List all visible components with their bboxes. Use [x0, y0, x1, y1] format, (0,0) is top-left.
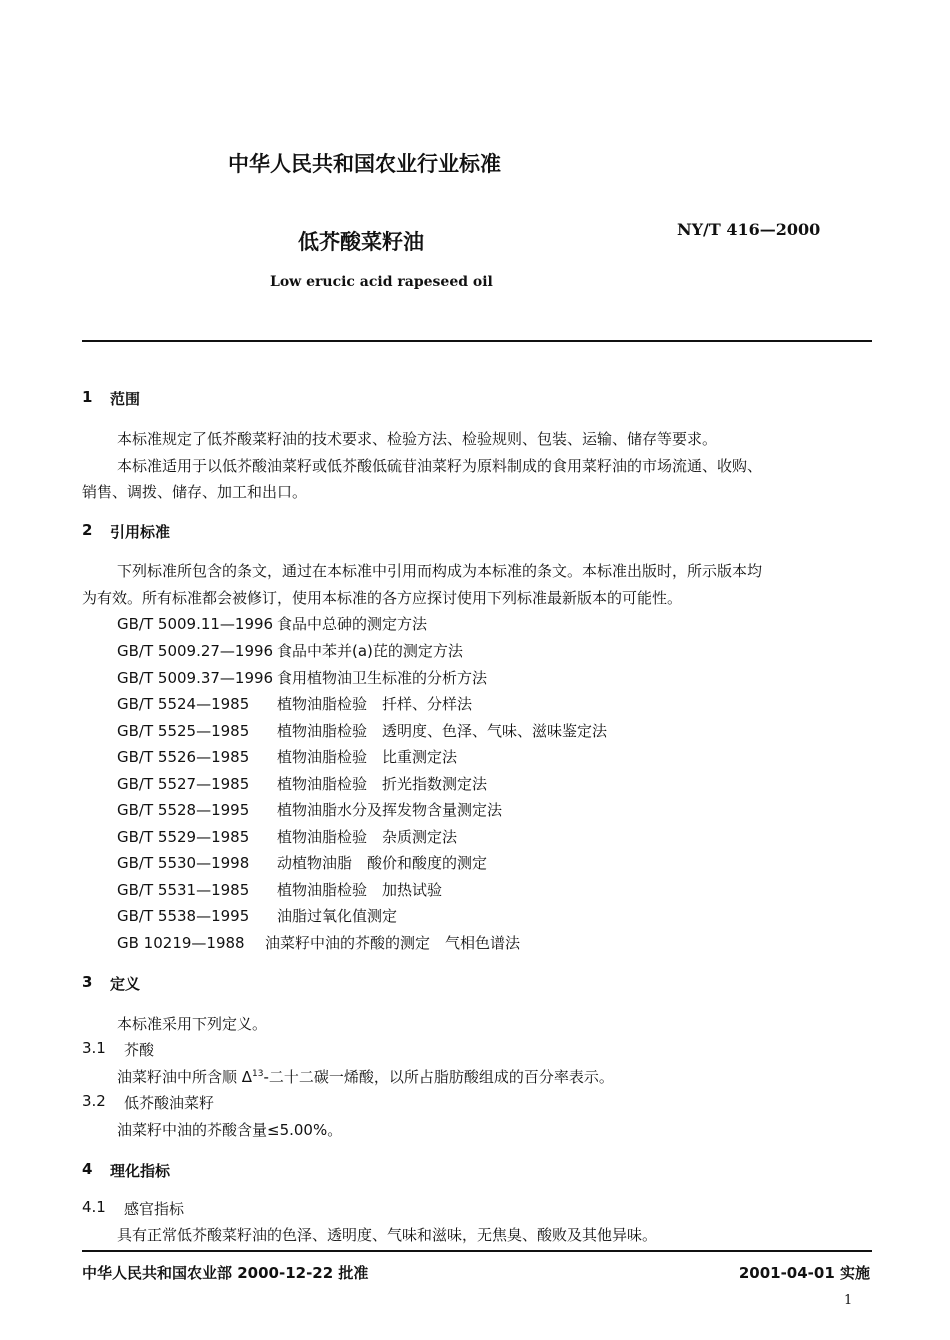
- page-number: 1: [844, 1293, 853, 1308]
- section-2-intro-line-2: 为有效。所有标准都会被修订，使用本标准的各方应探讨使用下列标准最新版本的可能性。: [82, 589, 683, 607]
- reference-code: GB/T 5525—1985: [117, 722, 250, 740]
- reference-item: [117, 773, 487, 794]
- reference-code: GB/T 5009.27—1996: [117, 642, 274, 660]
- reference-item: [117, 667, 487, 688]
- section-2-intro-line-1: 下列标准所包含的条文，通过在本标准中引用而构成为本标准的条文。本标准出版时，所示版本均: [117, 562, 763, 580]
- reference-name: 油脂过氧化值测定: [277, 907, 398, 925]
- definition-3-2-text: 油菜籽中油的芥酸含量≤5.00%。: [117, 1121, 343, 1139]
- reference-code: GB/T 5528—1995: [117, 801, 250, 819]
- reference-item: [117, 613, 427, 634]
- reference-name: 植物油脂检验 透明度、色泽、气味、滋味鉴定法: [277, 722, 608, 740]
- issuing-org-title: 中华人民共和国农业行业标准: [228, 152, 501, 176]
- reference-name: 植物油脂检验 比重测定法: [277, 748, 458, 766]
- reference-item: [117, 693, 472, 714]
- section-4-number: 4: [82, 1160, 93, 1178]
- effective-date: 2001-04-01 实施: [738, 1264, 870, 1282]
- reference-name: 油菜籽中油的芥酸的测定 气相色谱法: [265, 934, 521, 952]
- reference-code: GB/T 5009.37—1996: [117, 669, 274, 687]
- reference-code: GB/T 5531—1985: [117, 881, 250, 899]
- header-divider: [82, 340, 872, 342]
- reference-item: [117, 905, 397, 926]
- section-2-number: 2: [82, 521, 93, 539]
- reference-code: GB/T 5530—1998: [117, 854, 250, 872]
- reference-item: [117, 826, 457, 847]
- definition-3-1-number: 3.1: [82, 1039, 106, 1057]
- section-4-title: 理化指标: [110, 1162, 171, 1180]
- reference-code: GB/T 5526—1985: [117, 748, 250, 766]
- reference-code: GB 10219—1988: [117, 934, 245, 952]
- reference-code: GB/T 5524—1985: [117, 695, 250, 713]
- reference-name: 植物油脂水分及挥发物含量测定法: [277, 801, 503, 819]
- definition-3-2-title: 低芥酸油菜籽: [124, 1094, 215, 1112]
- document-title: 低芥酸菜籽油: [298, 230, 424, 254]
- reference-code: GB/T 5529—1985: [117, 828, 250, 846]
- section-1-number: 1: [82, 388, 93, 406]
- reference-item: [117, 640, 463, 661]
- standard-number: NY/T 416—2000: [677, 220, 821, 239]
- approval-line: 中华人民共和国农业部 2000-12-22 批准: [82, 1264, 369, 1282]
- reference-name: 食用植物油卫生标准的分析方法: [277, 669, 488, 687]
- reference-name: 食品中苯并(a)芘的测定方法: [277, 642, 463, 660]
- definition-3-1-text-end: -二十二碳一烯酸，以所占脂肪酸组成的百分率表示。: [263, 1068, 614, 1086]
- reference-item: [117, 879, 442, 900]
- section-1-paragraph-2-line-2: 销售、调拨、储存、加工和出口。: [82, 483, 308, 501]
- reference-item: [117, 746, 457, 767]
- reference-code: GB/T 5527—1985: [117, 775, 250, 793]
- definition-3-1-title: 芥酸: [124, 1041, 155, 1059]
- definition-3-1-text: [117, 1066, 614, 1087]
- subsection-4-1-text: 具有正常低芥酸菜籽油的色泽、透明度、气味和滋味，无焦臭、酸败及其他异味。: [117, 1226, 658, 1244]
- reference-name: 食品中总砷的测定方法: [277, 615, 428, 633]
- reference-code: GB/T 5538—1995: [117, 907, 250, 925]
- reference-name: 动植物油脂 酸价和酸度的测定: [277, 854, 488, 872]
- english-title: Low erucic acid rapeseed oil: [270, 274, 493, 290]
- definition-3-1-superscript: 13: [252, 1069, 264, 1079]
- reference-name: 植物油脂检验 杂质测定法: [277, 828, 458, 846]
- subsection-4-1-title: 感官指标: [124, 1200, 185, 1218]
- reference-item: [117, 799, 502, 820]
- reference-item: [117, 720, 607, 741]
- reference-item: [117, 852, 487, 873]
- section-3-intro: 本标准采用下列定义。: [117, 1015, 268, 1033]
- section-3-title: 定义: [110, 975, 141, 993]
- section-2-title: 引用标准: [110, 523, 171, 541]
- section-1-paragraph-1: 本标准规定了低芥酸菜籽油的技术要求、检验方法、检验规则、包装、运输、储存等要求。: [117, 430, 718, 448]
- reference-name: 植物油脂检验 折光指数测定法: [277, 775, 488, 793]
- reference-item: [117, 932, 520, 953]
- reference-name: 植物油脂检验 加热试验: [277, 881, 443, 899]
- reference-code: GB/T 5009.11—1996: [117, 615, 274, 633]
- section-1-paragraph-2-line-1: 本标准适用于以低芥酸油菜籽或低芥酸低硫苷油菜籽为原料制成的食用菜籽油的市场流通、收购、: [117, 457, 763, 475]
- footer-divider: [82, 1250, 872, 1252]
- subsection-4-1-number: 4.1: [82, 1198, 106, 1216]
- reference-name: 植物油脂检验 扦样、分样法: [277, 695, 473, 713]
- section-3-number: 3: [82, 973, 93, 991]
- definition-3-2-number: 3.2: [82, 1092, 106, 1110]
- definition-3-1-text-start: 油菜籽油中所含顺 Δ: [117, 1068, 253, 1086]
- section-1-title: 范围: [110, 390, 141, 408]
